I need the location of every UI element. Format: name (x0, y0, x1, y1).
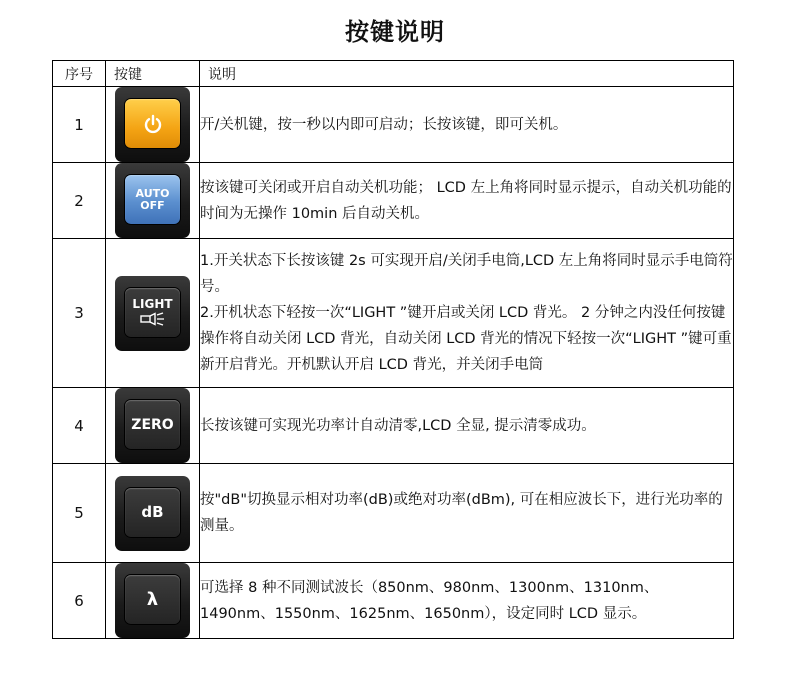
row-index: 3 (53, 239, 106, 388)
key-cell (106, 563, 200, 639)
light-key-image (115, 276, 190, 351)
row-index: 1 (53, 87, 106, 163)
row-description: 长按该键可实现光功率计自动清零,LCD 全显, 提示清零成功。 (200, 388, 734, 464)
table-header-row (53, 61, 734, 87)
row-index: 6 (53, 563, 106, 639)
key-cell (106, 163, 200, 239)
row-index: 2 (53, 163, 106, 239)
key-cell (106, 87, 200, 163)
row-description: 开/关机键，按一秒以内即可启动；长按该键，即可关机。 (200, 87, 734, 163)
row-description-part-1: 1.开关状态下长按该键 2s 可实现开启/关闭手电筒,LCD 左上角将同时显示手电筒符号。 (200, 253, 733, 295)
key-label-light: LIGHT (132, 297, 173, 311)
row-description: 按"dB"切换显示相对功率(dB)或绝对功率(dBm), 可在相应波长下，进行光功率的测量。 (200, 464, 734, 563)
power-key-image (115, 87, 190, 162)
row-index: 5 (53, 464, 106, 563)
light-key-cap (125, 288, 180, 337)
power-icon (142, 113, 164, 135)
header-index: 序号 (53, 61, 106, 87)
db-key-cap (125, 488, 180, 537)
page-title: 按键说明 (345, 18, 445, 46)
row-description (200, 239, 734, 388)
row-description-part-2: 2.开机状态下轻按一次“LIGHT ”键开启或关闭 LCD 背光。 2 分钟之内没任何按键操作将自动关闭 LCD 背光，自动关闭 LCD 背光的情况下轻按一次“LIGHT ”键可重新开启背光。开机默认开启 LCD 背光，并关闭手电筒 (200, 305, 732, 373)
table-row (53, 464, 734, 563)
key-cell (106, 239, 200, 388)
table-row (53, 87, 734, 163)
table-row (53, 239, 734, 388)
zero-key-image (115, 388, 190, 463)
header-description: 说明 (200, 61, 734, 87)
flashlight-icon (140, 312, 166, 326)
table-row (53, 388, 734, 464)
key-description-table (52, 60, 734, 639)
key-label-auto: AUTO (135, 186, 170, 200)
table-row (53, 163, 734, 239)
key-label-db: dB (141, 503, 164, 521)
power-key-cap (125, 99, 180, 148)
table-row (53, 563, 734, 639)
key-label-off: OFF (140, 198, 165, 212)
zero-key-cap (125, 400, 180, 449)
row-description: 可选择 8 种不同测试波长（850nm、980nm、1300nm、1310nm、1490nm、1550nm、1625nm、1650nm），设定同时 LCD 显示。 (200, 563, 734, 639)
auto-off-key-cap (125, 175, 180, 224)
db-key-image (115, 476, 190, 551)
key-label-zero: ZERO (131, 416, 174, 433)
row-index: 4 (53, 388, 106, 464)
header-key: 按键 (106, 61, 200, 87)
key-label-lambda: λ (146, 589, 159, 610)
row-description: 按该键可关闭或开启自动关机功能； LCD 左上角将同时显示提示，自动关机功能的时间为无操作 10min 后自动关机。 (200, 163, 734, 239)
auto-off-key-image (115, 163, 190, 238)
lambda-key-cap (125, 575, 180, 624)
key-cell (106, 388, 200, 464)
key-cell (106, 464, 200, 563)
lambda-key-image (115, 563, 190, 638)
